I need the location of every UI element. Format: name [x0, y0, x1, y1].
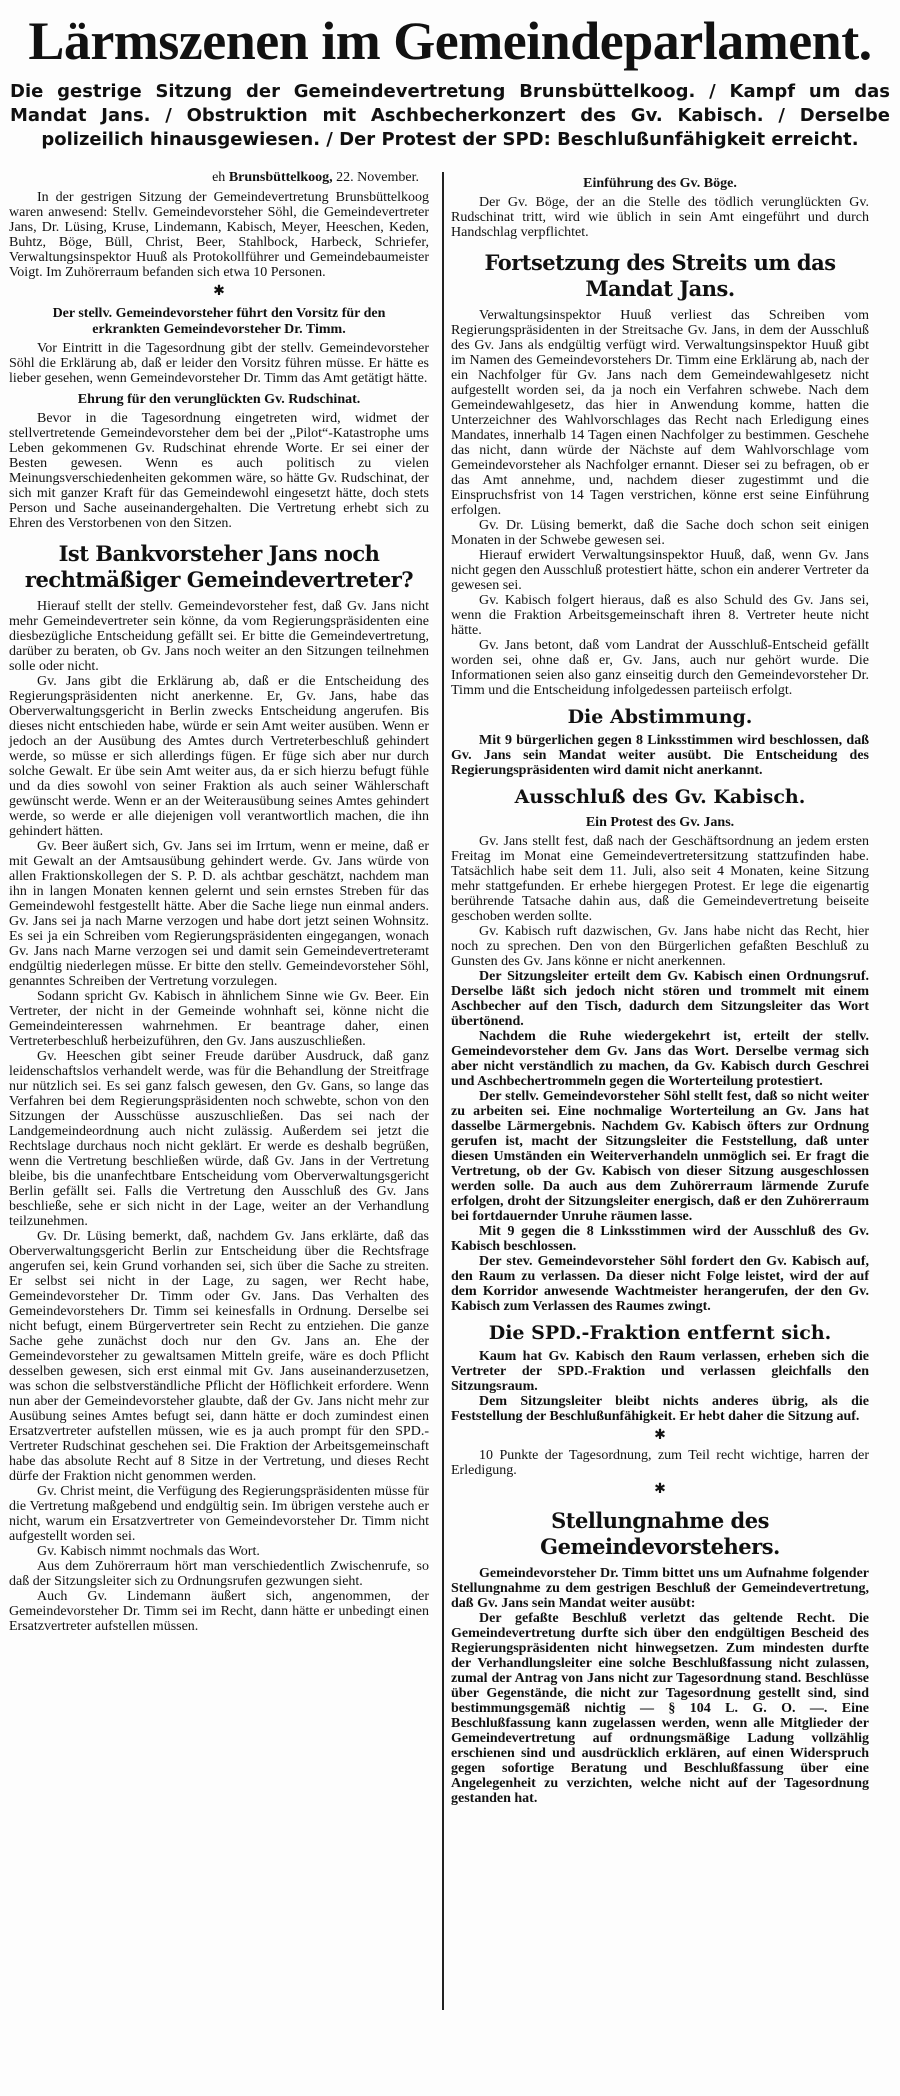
paragraph: Gv. Dr. Lüsing bemerkt, daß, nachdem Gv. Jans erklärte, daß das Oberverwaltungsgericht Berlin zur Entscheidung über die Rechtsfrage angerufen sei, kein Grund vorhanden sei, sich über die Sache zu streiten. Er selbst sei nicht in der Lage, zu sagen, wer Recht habe, Gemeindevorsteher Dr. Timm oder Gv. Jans. Das Verhalten des Gemeindevorstehers Dr. Timm sei keinesfalls in Ordnung. Derselbe sei nicht befugt, einem Bürgervertreter sein Recht zu entziehen. Die ganze Sache gehe zunächst doch nur den Gv. Jans an. Ehe der Gemeindevorsteher zu gewaltsamen Mitteln greife, wäre es doch Pflicht desselben gewesen, sich erst einmal mit Gv. Jans auseinanderzusetzen, was schon die selbstverständliche Pflicht der Höflichkeit erfordere. Wenn nun aber der Gemeindevorsteher glaubte, daß der Gv. Jans nicht mehr zur Ausübung seines Amtes befugt sei, dann hätte er doch zumindest einen Ersatzvertreter aufstellen müssen, wie es ja auch prompt für den SPD.-Vertreter Rudschinat geschehen sei. Die Fraktion der Arbeitsgemeinschaft habe das absolute Recht auf 8 Sitze in der Vertretung, und dieses Recht dürfe der Fraktion nicht genommen werden.	[9, 1229, 429, 1484]
paragraph: Gv. Kabisch ruft dazwischen, Gv. Jans habe nicht das Recht, hier noch zu sprechen. Den von den Bürgerlichen gefaßten Beschluß zu Gunsten des Gv. Jans könne er nicht anerkennen.	[451, 924, 869, 969]
paragraph: Der stev. Gemeindevorsteher Söhl fordert den Gv. Kabisch auf, den Raum zu verlassen. Da dieser nicht Folge leistet, wird der auf dem Korridor anwesende Wachtmeister herangerufen, der den Gv. Kabisch zum Verlassen des Raumes zwingt.	[451, 1254, 869, 1314]
left-column	[9, 170, 429, 1634]
paragraph: Gv. Jans stellt fest, daß nach der Geschäftsordnung an jedem ersten Freitag im Monat eine Gemeindevertretersitzung stattzufinden habe. Tatsächlich habe seit dem 11. Juli, also seit 4 Monaten, keine Sitzung mehr stattgefunden. Er erhebe hiergegen Protest. Er lege die eigenartig berührende Tatsache dahin aus, daß die Gemeindevertretung beiseite geschoben werden sollte.	[451, 834, 869, 924]
paragraph: Gv. Kabisch folgert hieraus, daß es also Schuld des Gv. Jans sei, wenn die Fraktion Arbeitsgemeinschaft ihren 8. Vertreter heute nicht hätte.	[451, 593, 869, 638]
section-heading: Die Abstimmung.	[567, 706, 753, 728]
article-subheadline: Die gestrige Sitzung der Gemeindevertretung Brunsbüttelkoog. / Kampf um das Mandat Jans. / Obstruktion mit Aschbecherkonzert des Gv. Kabisch. / Derselbe polizeilich hinausgewiesen. / Der Protest der SPD: Beschlußunfähigkeit erreicht.	[10, 81, 890, 150]
right-column-body	[451, 176, 869, 1806]
paragraph: Vor Eintritt in die Tagesordnung gibt der stellv. Gemeindevorsteher Söhl die Erklärung ab, daß er leider den Vorsitz führen müsse. Er hätte es lieber gesehen, wenn Gemeindevorsteher Dr. Timm das Amt getätigt hätte.	[9, 341, 429, 386]
section-separator-star-icon: ✱	[654, 1482, 666, 1497]
section-heading: Fortsetzung des Streits um das Mandat Jans.	[484, 250, 836, 301]
paragraph: Der stellv. Gemeindevorsteher Söhl stellt fest, daß so nicht weiter zu arbeiten sei. Eine nochmalige Worterteilung an Gv. Jans hat dasselbe Lärmergebnis. Nachdem Gv. Kabisch öfters zur Ordnung gerufen ist, macht der Sitzungsleiter die Feststellung, daß unter diesen Umständen ein Weiterverhandeln unmöglich sei. Er fragt die Vertretung, ob der Gv. Kabisch von dieser Sitzung ausgeschlossen werden solle. Da auch aus dem Zuhörerraum lärmende Zurufe erfolgen, droht der Sitzungsleiter energisch, daß er den Zuhörerraum bei fortdauernder Unruhe räumen lasse.	[451, 1089, 869, 1224]
paragraph: Mit 9 gegen die 8 Linksstimmen wird der Ausschluß des Gv. Kabisch beschlossen.	[451, 1224, 869, 1254]
section-separator-star-icon: ✱	[654, 1428, 666, 1443]
paragraph: Dem Sitzungsleiter bleibt nichts anderes übrig, als die Feststellung der Beschlußunfähigkeit. Er hebt daher die Sitzung auf.	[451, 1394, 869, 1424]
paragraph: Gv. Jans gibt die Erklärung ab, daß er die Entscheidung des Regierungspräsidenten nicht anerkenne. Er, Gv. Jans, habe das Oberverwaltungsgericht in Berlin zwecks Entscheidung angerufen. Bis dieses nicht entschieden habe, würde er sein Amt weiter ausüben. Wenn er jedoch an der Ausübung des Amtes durch Vertreterbeschluß gehindert werde, so müsse er sich allerdings fügen. Er füge sich aber nur durch solche Gewalt. Er übe sein Amt weiter aus, da er sich hierzu befugt fühle und da dies sowohl von seiner Fraktion als auch seiner Wählerschaft gewünscht werde. Wenn er an der Weiterausübung seines Amtes gehindert werde, so werde er alle diejenigen voll verantwortlich machen, die ihn gehindert hätten.	[9, 674, 429, 839]
paragraph: Nachdem die Ruhe wiedergekehrt ist, erteilt der stellv. Gemeindevorsteher dem Gv. Jans das Wort. Derselbe vermag sich aber nicht verständlich zu machen, da Gv. Kabisch durch Geschrei und Aschbechertrommeln gegen die Worterteilung protestiert.	[451, 1029, 869, 1089]
dateline-date: 22. November.	[336, 170, 419, 185]
paragraph: Gv. Heeschen gibt seiner Freude darüber Ausdruck, daß ganz leidenschaftslos verhandelt werde, was für die Behandlung der Streitfrage nur nützlich sei. Es sei ganz falsch gewesen, den Gv. Gans, so lange das Verfahren bei dem Regierungspräsidenten noch schwebte, schon von den Sitzungen der Ausschüsse auszuschließen. Das sei nach der Landgemeindeordnung auch nicht zulässig. Außerdem sei jetzt die Rechtslage durchaus noch nicht geklärt. Er werde es deshalb begrüßen, wenn die Vertretung beschließen würde, daß Gv. Jans in der Vertretung bleibe, bis die unanfechtbare Entscheidung vom Oberverwaltungsgericht Berlin gefällt sei. Falls die Vertretung den Ausschluß des Gv. Jans beschließe, sehe er sich nicht in der Lage, weiter an der Verhandlung teilzunehmen.	[9, 1049, 429, 1229]
dateline	[9, 170, 429, 186]
paragraph: Gv. Christ meint, die Verfügung des Regierungspräsidenten müsse für die Vertretung maßgebend und endgültig sein. Im übrigen verstehe auch er nicht, warum ein Ersatzvertreter von Gemeindevorsteher Dr. Timm nicht aufgestellt worden sei.	[9, 1484, 429, 1544]
paragraph: Gv. Kabisch nimmt nochmals das Wort.	[37, 1544, 260, 1559]
paragraph: Der Gv. Böge, der an die Stelle des tödlich verunglückten Gv. Rudschinat tritt, wird wie üblich in sein Amt eingeführt und durch Handschlag verpflichtet.	[451, 195, 869, 240]
paragraph: In der gestrigen Sitzung der Gemeindevertretung Brunsbüttelkoog waren anwesend: Stellv. Gemeindevorsteher Söhl, die Gemeindevertreter Jans, Dr. Lüsing, Kruse, Lindemann, Kabisch, Meyer, Heeschen, Keden, Buhtz, Böge, Büll, Christ, Beer, Stahlbock, Harbeck, Schriefer, Verwaltungsinspektor Huuß als Protokollführer und Gemeindebaumeister Voigt. Im Zuhörerraum befanden sich etwa 10 Personen.	[9, 190, 429, 280]
right-column	[451, 170, 869, 1806]
paragraph: Auch Gv. Lindemann äußert sich, angenommen, der Gemeindevorsteher Dr. Timm sei im Recht, dann hätte er unbedingt einen Ersatzvertreter aufstellen müssen.	[9, 1589, 429, 1634]
section-heading: Ehrung für den verunglückten Gv. Rudschinat.	[77, 392, 361, 407]
paragraph: Der gefaßte Beschluß verletzt das geltende Recht. Die Gemeindevertretung durfte sich über den endgültigen Bescheid des Regierungspräsidenten nicht hinwegsetzen. Zum mindesten durfte der Verhandlungsleiter eine solche Beschlußfassung nicht zulassen, zumal der Antrag von Jans nicht zur Tagesordnung stand. Beschlüsse über Gegenstände, die nicht zur Tagesordnung gestellt sind, sind bestimmungsgemäß nichtig — § 104 L. G. O. —. Eine Beschlußfassung kann zugelassen werden, wenn alle Mitglieder der Gemeindevertretung auf ordnungsmäßige Ladung vollzählig erschienen sind und ausdrücklich erklären, auf einen Widerspruch gegen sofortige Beratung und Beschlußfassung über eine Angelegenheit zu verzichten, welche nicht auf der Tagesordnung gestanden hat.	[451, 1611, 869, 1806]
section-heading: Einführung des Gv. Böge.	[583, 176, 737, 191]
paragraph: Hierauf erwidert Verwaltungsinspektor Huuß, daß, wenn Gv. Jans nicht gegen den Ausschluß protestiert hätte, schon ein anderer Vertreter da gewesen sei.	[451, 548, 869, 593]
article-headline: Lärmszenen im Gemeindeparlament.	[28, 11, 872, 71]
paragraph: Gv. Dr. Lüsing bemerkt, daß die Sache doch schon seit einigen Monaten in der Schwebe gewesen sei.	[451, 518, 869, 548]
dateline-prefix: eh	[212, 170, 226, 185]
paragraph: Sodann spricht Gv. Kabisch in ähnlichem Sinne wie Gv. Beer. Ein Vertreter, der nicht in der Gemeinde wohnhaft sei, könne nicht die Gemeindeinteressen wahrnehmen. Er beantrage daher, einen Vertreterbeschluß herbeizuführen, den Gv. Jans auszuschließen.	[9, 989, 429, 1049]
section-heading: Stellungnahme des Gemeindevorstehers.	[540, 1508, 780, 1559]
column-divider	[442, 172, 444, 2010]
paragraph: Hierauf stellt der stellv. Gemeindevorsteher fest, daß Gv. Jans nicht mehr Gemeindevertreter sein könne, da vom Regierungspräsidenten eine diesbezügliche Entscheidung gefällt sei. Er bitte die Gemeindevertretung, darüber zu beraten, ob Gv. Jans noch weiter an den Sitzungen teilnehmen solle oder nicht.	[9, 599, 429, 674]
dateline-place: Brunsbüttelkoog,	[228, 170, 333, 185]
paragraph: Kaum hat Gv. Kabisch den Raum verlassen, erheben sich die Vertreter der SPD.-Fraktion und verlassen gleichfalls den Sitzungsraum.	[451, 1349, 869, 1394]
section-separator-star-icon: ✱	[213, 284, 225, 299]
paragraph: Verwaltungsinspektor Huuß verliest das Schreiben vom Regierungspräsidenten in der Streitsache Gv. Jans, in dem der Ausschluß des Gv. Jans als endgültig verfügt wird. Verwaltungsinspektor Huuß gibt im Namen des Gemeindevorstehers Dr. Timm eine Erklärung ab, nach der ein Nachfolger für Gv. Jans nach dem Gemeindewahlgesetz nicht aufgestellt worden sei, da ja noch ein Verfahren schwebe. Nach dem Gemeindewahlgesetz, das hier in Anwendung komme, hatten die Unterzeichner des Wahlvorschlages das Recht nach Erledigung eines Mandates, innerhalb 14 Tagen einen Nachfolger zu bestimmen. Geschehe das nicht, dann würde der Nächste auf dem Wahlvorschlage vom Gemeindevorsteher als Nachfolger ernannt. Dieser sei zu befragen, ob er das Amt annehme, und, nachdem dieser zugestimmt und die Einspruchsfrist von 14 Tagen verstrichen, könne erst seine Einführung erfolgen.	[451, 308, 869, 518]
section-heading: Der stellv. Gemeindevorsteher führt den Vorsitz für den erkrankten Gemeindevorsteher Dr. Timm.	[52, 306, 386, 337]
paragraph: Bevor in die Tagesordnung eingetreten wird, widmet der stellvertretende Gemeindevorsteher dem bei der „Pilot“-Katastrophe ums Leben gekommenen Gv. Rudschinat ehrende Worte. Er sei einer der Besten gewesen. Wenn es auch politisch zu vielen Meinungsverschiedenheiten gekommen wäre, so hätte Gv. Rudschinat, der sich mit ganzer Kraft für das Gemeindewohl eingesetzt hätte, doch stets Person und Sache auseinandergehalten. Die Vertretung erhebt sich zu Ehren des Verstorbenen von den Sitzen.	[9, 411, 429, 531]
section-heading: Ein Protest des Gv. Jans.	[585, 815, 735, 830]
paragraph: Der Sitzungsleiter erteilt dem Gv. Kabisch einen Ordnungsruf. Derselbe läßt sich jedoch nicht stören und trommelt mit einem Aschbecher auf den Tisch, dadurch dem Sitzungsleiter das Wort übertönend.	[451, 969, 869, 1029]
left-column-body	[9, 190, 429, 1634]
paragraph: Gemeindevorsteher Dr. Timm bittet uns um Aufnahme folgender Stellungnahme zu dem gestrigen Beschluß der Gemeindevertretung, daß Gv. Jans sein Mandat weiter ausübt:	[451, 1566, 869, 1611]
paragraph: Aus dem Zuhörerraum hört man verschiedentlich Zwischenrufe, so daß der Sitzungsleiter sich zu Ordnungsrufen gezwungen sieht.	[9, 1559, 429, 1589]
paragraph: 10 Punkte der Tagesordnung, zum Teil recht wichtige, harren der Erledigung.	[451, 1448, 869, 1478]
section-heading: Ausschluß des Gv. Kabisch.	[514, 786, 806, 808]
paragraph: Gv. Beer äußert sich, Gv. Jans sei im Irrtum, wenn er meine, daß er mit Gewalt an der Amtsausübung gehindert werde. Gv. Jans würde von allen Fraktionskollegen der S. P. D. als achtbar geschätzt, nachdem man ihn in langen Monaten kennen gelernt und sein ernstes Streben für das Gemeindewohl festgestellt hätte. Aber die Sache liege nun einmal anders. Gv. Jans sei ja nach Marne verzogen und habe dort jetzt seinen Wohnsitz. Es sei ja ein Schreiben vom Regierungspräsidenten eingegangen, wonach Gv. Jans nach Marne verzogen sei und damit sein Gemeindevertreteramt endgültig niederlegen müsse. Er bitte den stellv. Gemeindevorsteher Söhl, genanntes Schreiben der Vertretung vorzulegen.	[9, 839, 429, 989]
section-heading: Die SPD.-Fraktion entfernt sich.	[488, 1322, 832, 1344]
paragraph: Mit 9 bürgerlichen gegen 8 Linksstimmen wird beschlossen, daß Gv. Jans sein Mandat weiter ausübt. Die Entscheidung des Regierungspräsidenten wird damit nicht anerkannt.	[451, 733, 869, 778]
section-heading: Ist Bankvorsteher Jans noch rechtmäßiger Gemeindevertreter?	[24, 541, 414, 592]
paragraph: Gv. Jans betont, daß vom Landrat der Ausschluß-Entscheid gefällt worden sei, ohne daß er, Gv. Jans, auch nur gehört wurde. Die Informationen seien also ganz einseitig durch den Gemeindevorsteher Dr. Timm und die Entscheidung infolgedessen parteiisch erfolgt.	[451, 638, 869, 698]
